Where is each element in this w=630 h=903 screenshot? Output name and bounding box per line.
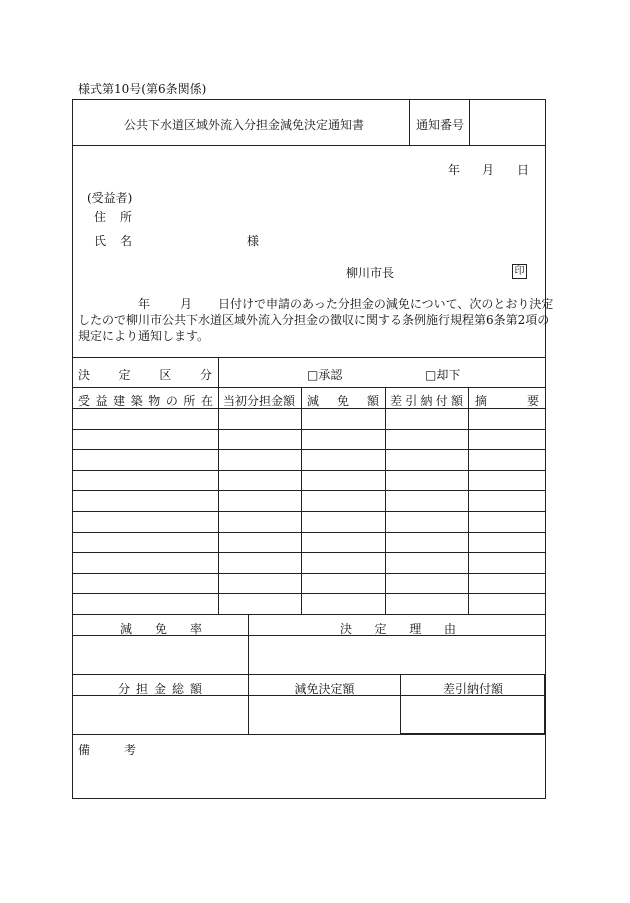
vline-col-2 xyxy=(301,387,302,614)
address-label: 住 所 xyxy=(94,210,132,224)
name-field[interactable] xyxy=(140,229,240,247)
total-amount-label: 分 担 金 総 額 xyxy=(118,682,202,696)
table-row[interactable] xyxy=(74,574,544,593)
reduction-rate-field[interactable] xyxy=(75,638,245,672)
vline-col-4 xyxy=(468,387,469,614)
hline-table-bottom xyxy=(72,614,546,615)
approve-checkbox[interactable]: □承認 xyxy=(307,368,343,382)
header-remarks: 摘 要 xyxy=(475,394,539,408)
table-row[interactable] xyxy=(74,491,544,510)
hline-body xyxy=(72,357,546,358)
vline-title-2 xyxy=(469,99,470,145)
notice-number-label: 通知番号 xyxy=(416,118,465,132)
header-initial-amount: 当初分担金額 xyxy=(223,394,296,408)
table-row[interactable] xyxy=(74,471,544,490)
address-field[interactable] xyxy=(140,205,400,223)
header-location: 受 益 建 築 物 の 所 在 xyxy=(78,394,213,408)
notice-number-field[interactable] xyxy=(472,102,542,142)
notes-label: 備 考 xyxy=(78,743,136,757)
issuer-name: 柳川市長 xyxy=(346,266,395,280)
net-payment-amount-label: 差引納付額 xyxy=(442,682,503,696)
reduction-decided-label: 減免決定額 xyxy=(294,682,355,696)
reduction-rate-label: 減 免 率 xyxy=(120,622,202,636)
notice-body xyxy=(78,296,554,344)
table-row[interactable] xyxy=(74,409,544,428)
table-row[interactable] xyxy=(74,533,544,552)
recipient-heading: (受益者) xyxy=(87,191,133,205)
hline-title xyxy=(72,145,546,146)
body-line-2: したので柳川市公共下水道区域外流入分担金の徴収に関する条例施行規程第6条第2項の xyxy=(78,313,550,327)
vline-title-1 xyxy=(409,99,410,145)
document-title: 公共下水道区域外流入分担金減免決定通知書 xyxy=(124,118,365,132)
table-row[interactable] xyxy=(74,450,544,469)
table-row[interactable] xyxy=(74,594,544,613)
honorific: 様 xyxy=(247,234,260,248)
body-line-3: 規定により通知します。 xyxy=(78,329,210,343)
vline-decision xyxy=(218,357,219,387)
decision-label: 決 定 区 分 xyxy=(78,368,212,382)
vline-rate xyxy=(248,614,249,734)
hline-decision xyxy=(72,387,546,388)
date-day: 日 xyxy=(517,163,530,177)
date-month: 月 xyxy=(482,163,495,177)
net-payment-amount-field[interactable] xyxy=(404,698,541,730)
seal-mark: 印 xyxy=(512,264,527,279)
table-row[interactable] xyxy=(74,512,544,531)
total-amount-field[interactable] xyxy=(75,698,245,732)
name-label: 氏 名 xyxy=(94,234,132,248)
form-number: 様式第10号(第6条関係) xyxy=(78,82,207,96)
reduction-decided-field[interactable] xyxy=(251,698,397,732)
table-row[interactable] xyxy=(74,430,544,449)
vline-col-3 xyxy=(385,387,386,614)
decision-reason-label: 決 定 理 由 xyxy=(340,622,456,636)
notes-field[interactable] xyxy=(140,738,540,794)
header-reduction: 減 免 額 xyxy=(307,394,379,408)
table-row[interactable] xyxy=(74,553,544,572)
reject-checkbox[interactable]: □却下 xyxy=(425,368,461,382)
hline-total-bottom xyxy=(72,734,546,735)
header-net-payment: 差 引 納 付 額 xyxy=(390,394,463,408)
decision-reason-field[interactable] xyxy=(251,638,543,672)
date-year: 年 xyxy=(448,163,461,177)
vline-col-1 xyxy=(218,387,219,614)
body-line-1: 年 月 日付けで申請のあった分担金の減免について、次のとおり決定 xyxy=(138,297,554,311)
